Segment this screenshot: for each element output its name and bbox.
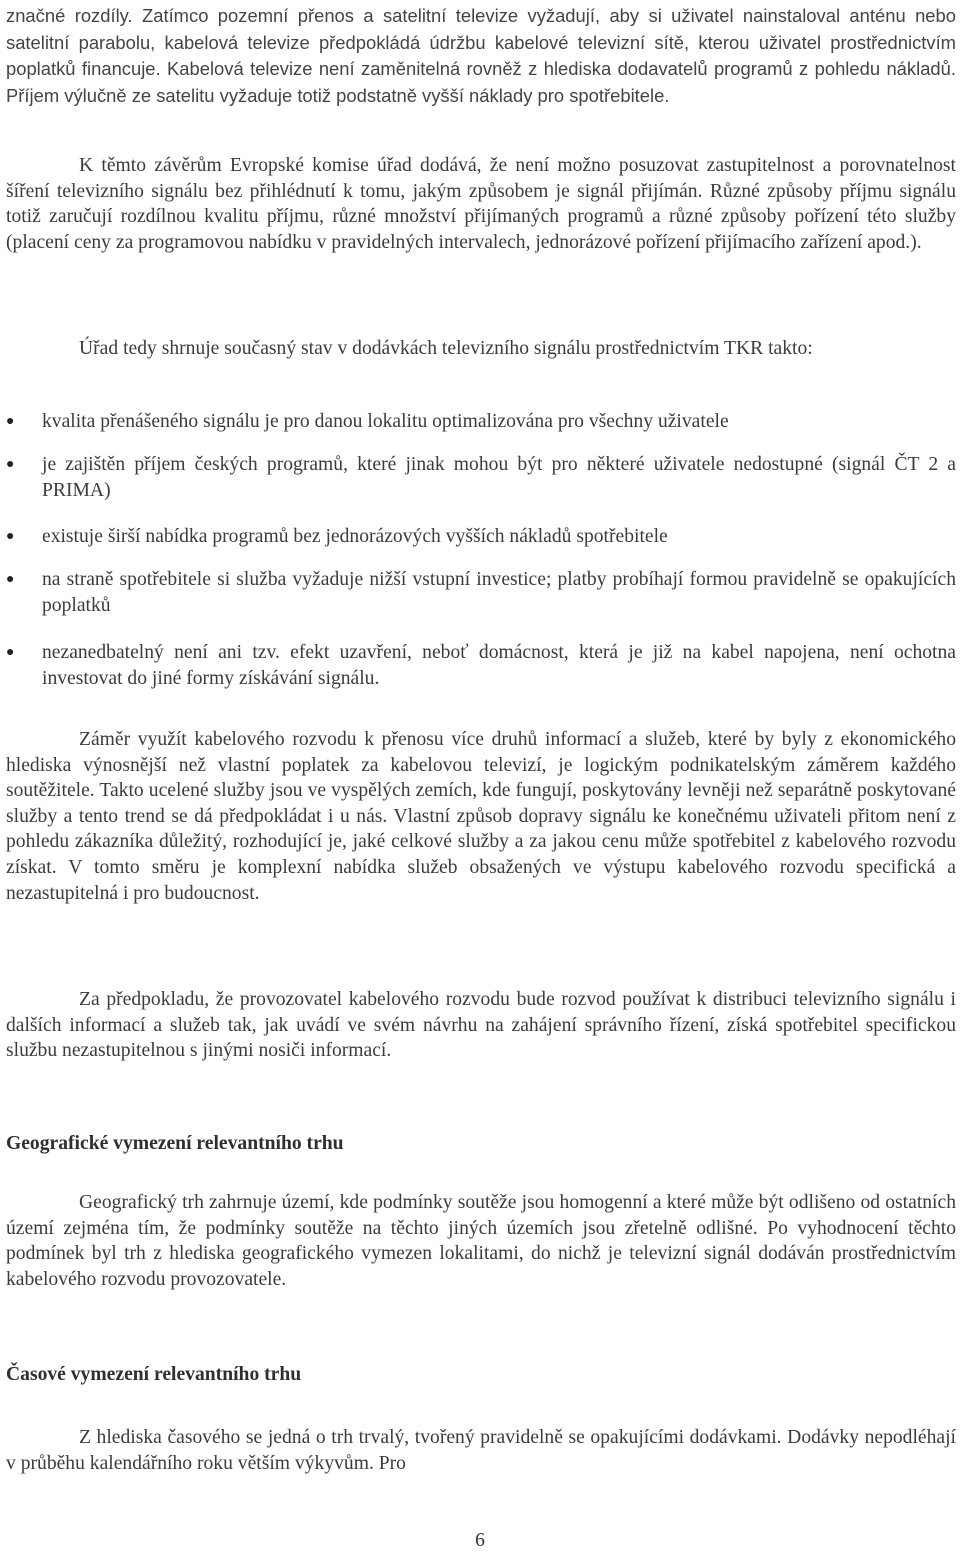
paragraph-intro: značné rozdíly. Zatímco pozemní přenos a satelitní televize vyžadují, aby si uživatel nainstaloval anténu nebo satelitní parabolu, kabelová televize předpokládá údržbu kabelové televizní sítě, kterou uživatel prostřednictvím poplatků financuje. Kabelová televize není zaměnitelná rovněž z hlediska dodavatelů programů z pohledu nákladů. Příjem výlučně ze satelitu vyžaduje totiž podstatně vyšší náklady pro spotřebitele. — [6, 5, 956, 106]
list-item: ● existuje širší nabídka programů bez jednorázových vyšších nákladů spotřebitele — [6, 524, 956, 550]
bullet-icon: ● — [6, 414, 15, 429]
paragraph-zamer: Záměr využít kabelového rozvodu k přenosu více druhů informací a služeb, které by byly z ekonomického hlediska výnosnější než vlastní poplatek za kabelovou televizí, je logickým podnikatelským záměrem každého soutěžitele. Takto ucelené služby jsou ve vyspělých zemích, kde fungují, poskytovány levněji než separátně poskytované služby a tento trend se dá předpokládat i u nás. Vlastní způsob dopravy signálu ke konečnému uživateli přitom není z pohledu zákazníka důležitý, rozhodující je, jaké celkové služby a za jakou cenu může spotřebitel z kabelového rozvodu získat. V tomto směru je komplexní nabídka služeb obsažených ve výstupu kabelového rozvodu specifická a nezastupitelná i pro budoucnost. — [6, 729, 956, 904]
bullet-icon: ● — [6, 457, 15, 472]
heading-casove-vymezeni: Časové vymezení relevantního trhu — [6, 1364, 302, 1385]
bullet-icon: ● — [6, 645, 15, 660]
paragraph-urad-shrnuje: Úřad tedy shrnuje současný stav v dodávkách televizního signálu prostřednictvím TKR takto: — [79, 338, 813, 359]
paragraph-evropske-komise: K těmto závěrům Evropské komise úřad dodává, že není možno posuzovat zastupitelnost a porovnatelnost šíření televizního signálu bez přihlédnutí k tomu, jakým způsobem je signál přijímán. Různé způsoby příjmu signálu totiž zaručují rozdílnou kvalitu příjmu, různé množství přijímaných programů a různé způsoby pořízení této služby (placení ceny za programovou nabídku v pravidelných intervalech, jednorázové pořízení přijímacího zařízení apod.). — [6, 155, 956, 253]
list-item: ● je zajištěn příjem českých programů, které jinak mohou být pro některé uživatele nedostupné (signál ČT 2 a PRIMA) — [6, 454, 956, 501]
bullet-icon: ● — [6, 529, 15, 544]
bullet-icon: ● — [6, 572, 15, 587]
page-number: 6 — [475, 1530, 485, 1551]
heading-geograficke-vymezeni: Geografické vymezení relevantního trhu — [6, 1133, 344, 1154]
paragraph-predpoklad: Za předpokladu, že provozovatel kabelového rozvodu bude rozvod používat k distribuci televizního signálu i dalších informací a služeb tak, jak uvádí ve svém návrhu na zahájení správního řízení, získá spotřebitel specifickou službu nezastupitelnou s jinými nosiči informací. — [6, 989, 956, 1062]
list-item: ● nezanedbatelný není ani tzv. efekt uzavření, neboť domácnost, která je již na kabel napojena, není ochotna investovat do jiné formy získávání signálu. — [6, 642, 956, 689]
paragraph-casovy-trh: Z hlediska časového se jedná o trh trvalý, tvořený pravidelně se opakujícími dodávkami. Dodávky nepodléhají v průběhu kalendářního roku větším výkyvům. Pro — [6, 1427, 956, 1474]
paragraph-geograficky-trh: Geografický trh zahrnuje území, kde podmínky soutěže jsou homogenní a které může být odlišeno od ostatních území zejména tím, že podmínky soutěže na těchto jiných územích jsou zřetelně odlišné. Po vyhodnocení těchto podmínek byl trh z hlediska geografického vymezen lokalitami, do nichž je televizní signál dodáván prostřednictvím kabelového rozvodu provozovatele. — [6, 1192, 956, 1290]
list-item: ● na straně spotřebitele si služba vyžaduje nižší vstupní investice; platby probíhají formou pravidelně se opakujících poplatků — [6, 569, 956, 616]
list-item: ● kvalita přenášeného signálu je pro danou lokalitu optimalizována pro všechny uživatele — [6, 409, 956, 435]
